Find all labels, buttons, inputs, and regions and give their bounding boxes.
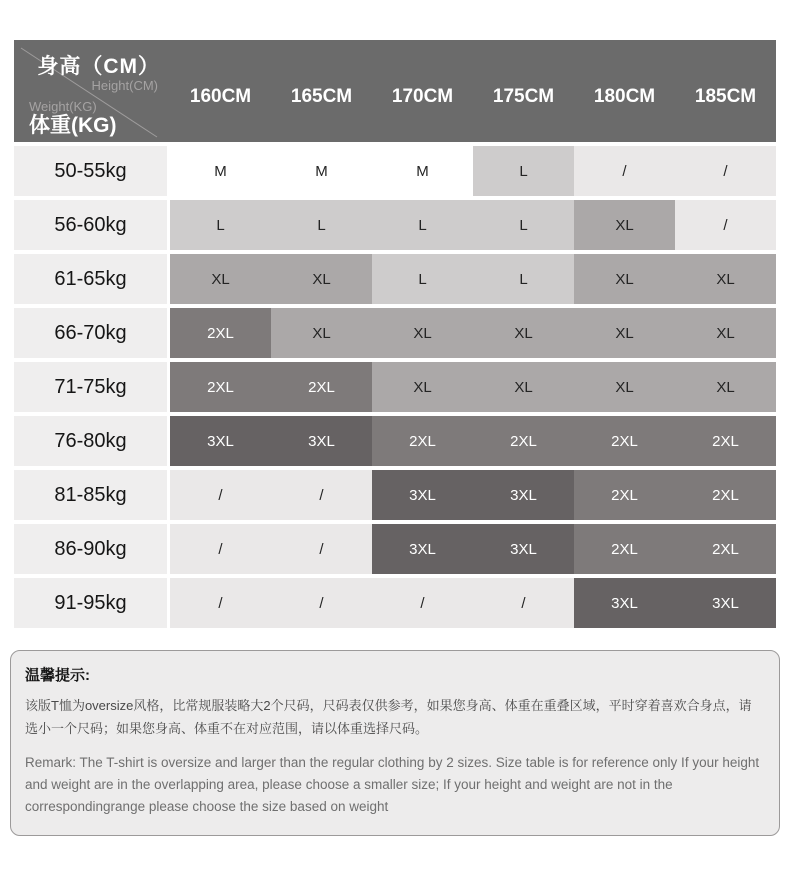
size-cell: 2XL [675,470,776,520]
size-cell: / [675,146,776,196]
size-cell: L [473,146,574,196]
size-cell: XL [271,254,372,304]
size-cell: / [473,578,574,628]
size-cell: / [574,146,675,196]
notice-title: 温馨提示: [25,667,90,684]
column-header-175cm: 175CM [492,86,555,107]
size-cell: 3XL [372,524,473,574]
notice-box [10,650,780,836]
size-cell: 3XL [574,578,675,628]
size-chart-page [0,40,790,836]
size-cell: XL [675,362,776,412]
row-label-weight: 50-55kg [14,146,167,196]
size-cell: 3XL [675,578,776,628]
size-cell: 2XL [574,524,675,574]
size-chart-table [14,40,776,628]
size-cell: XL [271,308,372,358]
size-cell: XL [574,200,675,250]
size-cell: / [675,200,776,250]
size-cell: XL [372,362,473,412]
size-cell: / [372,578,473,628]
column-headers [170,40,776,142]
height-label-en: Height(CM) [91,78,158,93]
row-cells [170,524,776,574]
size-cell: L [170,200,271,250]
size-cell: L [473,200,574,250]
row-cells [170,146,776,196]
size-cell: M [372,146,473,196]
table-row [14,524,776,574]
row-label-weight: 71-75kg [14,362,167,412]
size-cell: XL [675,308,776,358]
size-cell: / [170,578,271,628]
column-header-180cm: 180CM [593,86,656,107]
weight-label-cn: 体重(KG) [29,114,117,137]
row-cells [170,578,776,628]
row-label-weight: 76-80kg [14,416,167,466]
size-cell: L [372,200,473,250]
row-cells [170,470,776,520]
size-cell: 2XL [675,524,776,574]
column-header-165cm: 165CM [290,86,353,107]
row-label-weight: 81-85kg [14,470,167,520]
column-header-185cm: 185CM [694,86,757,107]
row-cells [170,416,776,466]
size-cell: M [170,146,271,196]
size-cell: L [271,200,372,250]
size-cell: 2XL [170,362,271,412]
table-row [14,470,776,520]
size-cell: 3XL [271,416,372,466]
corner-cell [14,40,170,142]
row-label-weight: 86-90kg [14,524,167,574]
row-label-weight: 91-95kg [14,578,167,628]
height-label-cn: 身高（CM） [37,55,160,78]
table-row [14,578,776,628]
row-label-weight: 61-65kg [14,254,167,304]
size-cell: XL [574,308,675,358]
column-header-170cm: 170CM [391,86,454,107]
table-row [14,308,776,358]
row-cells [170,362,776,412]
size-cell: M [271,146,372,196]
size-cell: XL [372,308,473,358]
row-label-weight: 66-70kg [14,308,167,358]
row-cells [170,308,776,358]
size-cell: 2XL [372,416,473,466]
table-body [14,146,776,628]
size-cell: XL [473,308,574,358]
table-header-row [14,40,776,142]
size-cell: XL [574,254,675,304]
size-cell: 2XL [675,416,776,466]
table-row [14,416,776,466]
size-cell: / [271,578,372,628]
size-cell: / [271,470,372,520]
size-cell: 2XL [574,470,675,520]
size-cell: 2XL [170,308,271,358]
notice-text-en: Remark: The T-shirt is oversize and larger than the regular clothing by 2 sizes. Size table is for reference only If your height and weight are in the overlapping area, please choose a smaller size; If your height and weight are not in the correspondingrange please choose the size based on weight [25,754,760,815]
table-row [14,362,776,412]
size-cell: XL [574,362,675,412]
size-cell: 3XL [170,416,271,466]
notice-text-cn: 该版T恤为oversize风格，比常规服装略大2个尺码，尺码表仅供参考，如果您身高、体重在重叠区域，平时穿着喜欢合身点，请选小一个尺码；如果您身高、体重不在对应范围，请以体重选择尺码。 [25,698,752,737]
size-cell: 2XL [271,362,372,412]
column-header-160cm: 160CM [189,86,252,107]
size-cell: 2XL [473,416,574,466]
size-cell: L [372,254,473,304]
row-label-weight: 56-60kg [14,200,167,250]
size-cell: 3XL [473,524,574,574]
table-row [14,254,776,304]
row-cells [170,200,776,250]
weight-label-en: Weight(KG) [29,99,97,114]
size-cell: / [170,470,271,520]
table-row [14,200,776,250]
size-cell: XL [473,362,574,412]
table-row [14,146,776,196]
size-cell: L [473,254,574,304]
size-cell: 3XL [372,470,473,520]
size-cell: / [271,524,372,574]
size-cell: / [170,524,271,574]
size-cell: XL [170,254,271,304]
size-cell: 3XL [473,470,574,520]
size-cell: 2XL [574,416,675,466]
size-cell: XL [675,254,776,304]
row-cells [170,254,776,304]
